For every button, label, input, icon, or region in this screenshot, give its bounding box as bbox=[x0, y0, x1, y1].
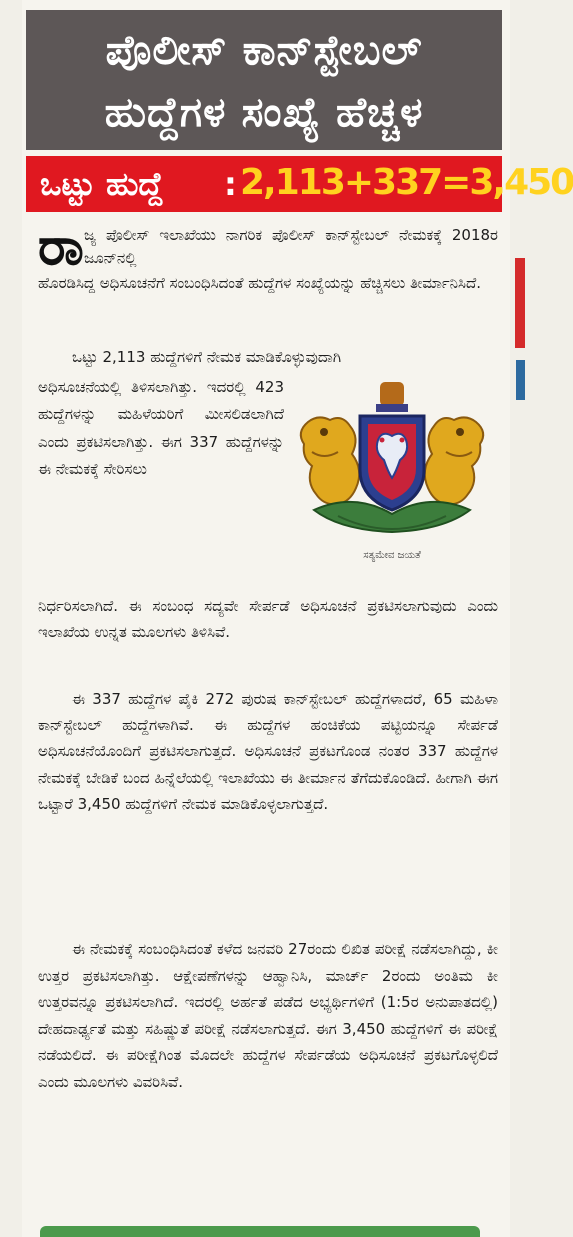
paragraph-2-rest: ನಿರ್ಧರಿಸಲಾಗಿದೆ. ಈ ಸಂಬಂಧ ಸದ್ಯವೇ ಸೇರ್ಪಡೆ ಅಧಿಸೂಚನೆ ಪ್ರಕಟಿಸಲಾಗುವುದು ಎಂದು ಇಲಾಖೆಯ ಉನ್ನತ ಮೂಲಗಳು ತಿಳಿಸಿವೆ. bbox=[38, 597, 498, 641]
paragraph-2-wrap: ಅಧಿಸೂಚನೆಯಲ್ಲಿ ತಿಳಿಸಲಾಗಿತ್ತು. ಇದರಲ್ಲಿ 423 ಹುದ್ದೆಗಳನ್ನು ಮಹಿಳೆಯರಿಗೆ ಮೀಸಲಿಡಲಾಗಿದೆ ಎಂದು ಪ್ರಕಟಿಸಲಾಗಿತ್ತು. ಈಗ 337 ಹುದ್ದೆಗಳನ್ನು ಈ ನೇಮಕಕ್ಕೆ ಸೇರಿಸಲು bbox=[38, 378, 284, 479]
drop-cap: ರಾ bbox=[38, 217, 84, 277]
emblem-motto: ಸತ್ಯಮೇವ ಜಯತೆ bbox=[363, 550, 421, 561]
adjacent-clipping-red-edge bbox=[515, 258, 525, 348]
adjacent-clipping-blue-edge bbox=[516, 360, 525, 400]
total-posts-strap bbox=[26, 156, 573, 212]
total-posts-equation: 2,113+337=3,450 bbox=[240, 162, 573, 203]
total-posts-label: ಒಟ್ಟು ಹುದ್ದೆ bbox=[40, 165, 164, 203]
paragraph-4: ಈ ನೇಮಕಕ್ಕೆ ಸಂಬಂಧಿಸಿದಂತೆ ಕಳೆದ ಜನವರಿ 27ರಂದು ಲಿಖಿತ ಪರೀಕ್ಷೆ ನಡೆಸಲಾಗಿದ್ದು, ಕೀ ಉತ್ತರ ಪ್ರಕಟಿಸಲಾಗಿತ್ತು. ಆಕ್ಷೇಪಣೆಗಳನ್ನು ಆಹ್ವಾನಿಸಿ, ಮಾರ್ಚ್ 2ರಂದು ಅಂತಿಮ ಕೀ ಉತ್ತರವನ್ನೂ ಪ್ರಕಟಿಸಲಾಗಿದೆ. ಇದರಲ್ಲಿ ಅರ್ಹತೆ ಪಡೆದ ಅಭ್ಯರ್ಥಿಗಳಿಗೆ (1:5ರ ಅನುಪಾತದಲ್ಲಿ) ದೇಹದಾರ್ಢ್ಯತೆ ಮತ್ತು ಸಹಿಷ್ಣುತೆ ಪರೀಕ್ಷೆ ನಡೆಸಲಾಗುತ್ತದೆ. ಈಗ 3,450 ಹುದ್ದೆಗಳಿಗೆ ಈ ಪರೀಕ್ಷೆ ನಡೆಯಲಿದೆ. ಈ ಪರೀಕ್ಷೆಗಿಂತ ಮೊದಲೇ ಹುದ್ದೆಗಳ ಸೇರ್ಪಡೆಯ ಅಧಿಸೂಚನೆ ಪ್ರಕಟಗೊಳ್ಳಲಿದೆ ಎಂದು ಮೂಲಗಳು ವಿವರಿಸಿವೆ. bbox=[38, 940, 498, 1091]
paragraph-1-first: ಜ್ಯ ಪೊಲೀಸ್ ಇಲಾಖೆಯು ನಾಗರಿಕ ಪೊಲೀಸ್ ಕಾನ್‌ಸ್ಟೇಬಲ್ ನೇಮಕಕ್ಕೆ 2018ರ ಜೂನ್‌ನಲ್ಲಿ bbox=[84, 226, 498, 268]
paragraph-2-first: ಒಟ್ಟು 2,113 ಹುದ್ದೆಗಳಿಗೆ ನೇಮಕ ಮಾಡಿಕೊಳ್ಳುವುದಾಗಿ bbox=[72, 348, 342, 366]
paragraph-3: ಈ 337 ಹುದ್ದೆಗಳ ಪೈಕಿ 272 ಪುರುಷ ಕಾನ್‌ಸ್ಟೇಬಲ್ ಹುದ್ದೆಗಳಾದರೆ, 65 ಮಹಿಳಾ ಕಾನ್‌ಸ್ಟೇಬಲ್ ಹುದ್ದೆಗಳಾಗಿವೆ. ಈ ಹುದ್ದೆಗಳ ಹಂಚಿಕೆಯ ಪಟ್ಟಿಯನ್ನೂ ಸೇರ್ಪಡೆ ಅಧಿಸೂಚನೆಯೊಂದಿಗೆ ಪ್ರಕಟಿಸಲಾಗುತ್ತದೆ. ಅಧಿಸೂಚನೆ ಪ್ರಕಟಗೊಂಡ ನಂತರ 337 ಹುದ್ದೆಗಳ ನೇಮಕಕ್ಕೆ ಬೇಡಿಕೆ ಬಂದ ಹಿನ್ನೆಲೆಯಲ್ಲಿ ಇಲಾಖೆಯು ಈ ತೀರ್ಮಾನ ತೆಗೆದುಕೊಂಡಿದೆ. ಹೀಗಾಗಿ ಈಗ ಒಟ್ಟಾರೆ 3,450 ಹುದ್ದೆಗಳಿಗೆ ನೇಮಕ ಮಾಡಿಕೊಳ್ಳಲಾಗುತ್ತದೆ. bbox=[38, 690, 498, 813]
headline-box bbox=[26, 10, 502, 150]
headline-line-2: ಹುದ್ದೆಗಳ ಸಂಖ್ಯೆ ಹೆಚ್ಚಳ bbox=[104, 88, 424, 136]
next-article-green-strip bbox=[40, 1226, 480, 1237]
paragraph-1-rest: ಹೊರಡಿಸಿದ್ದ ಅಧಿಸೂಚನೆಗೆ ಸಂಬಂಧಿಸಿದಂತೆ ಹುದ್ದೆಗಳ ಸಂಖ್ಯೆಯನ್ನು ಹೆಚ್ಚಿಸಲು ತೀರ್ಮಾನಿಸಿದೆ. bbox=[38, 274, 481, 292]
headline-line-1: ಪೊಲೀಸ್ ಕಾನ್‌ಸ್ಟೇಬಲ್ bbox=[105, 26, 423, 74]
strap-separator: : bbox=[224, 165, 237, 203]
karnataka-state-emblem-icon bbox=[294, 374, 490, 564]
